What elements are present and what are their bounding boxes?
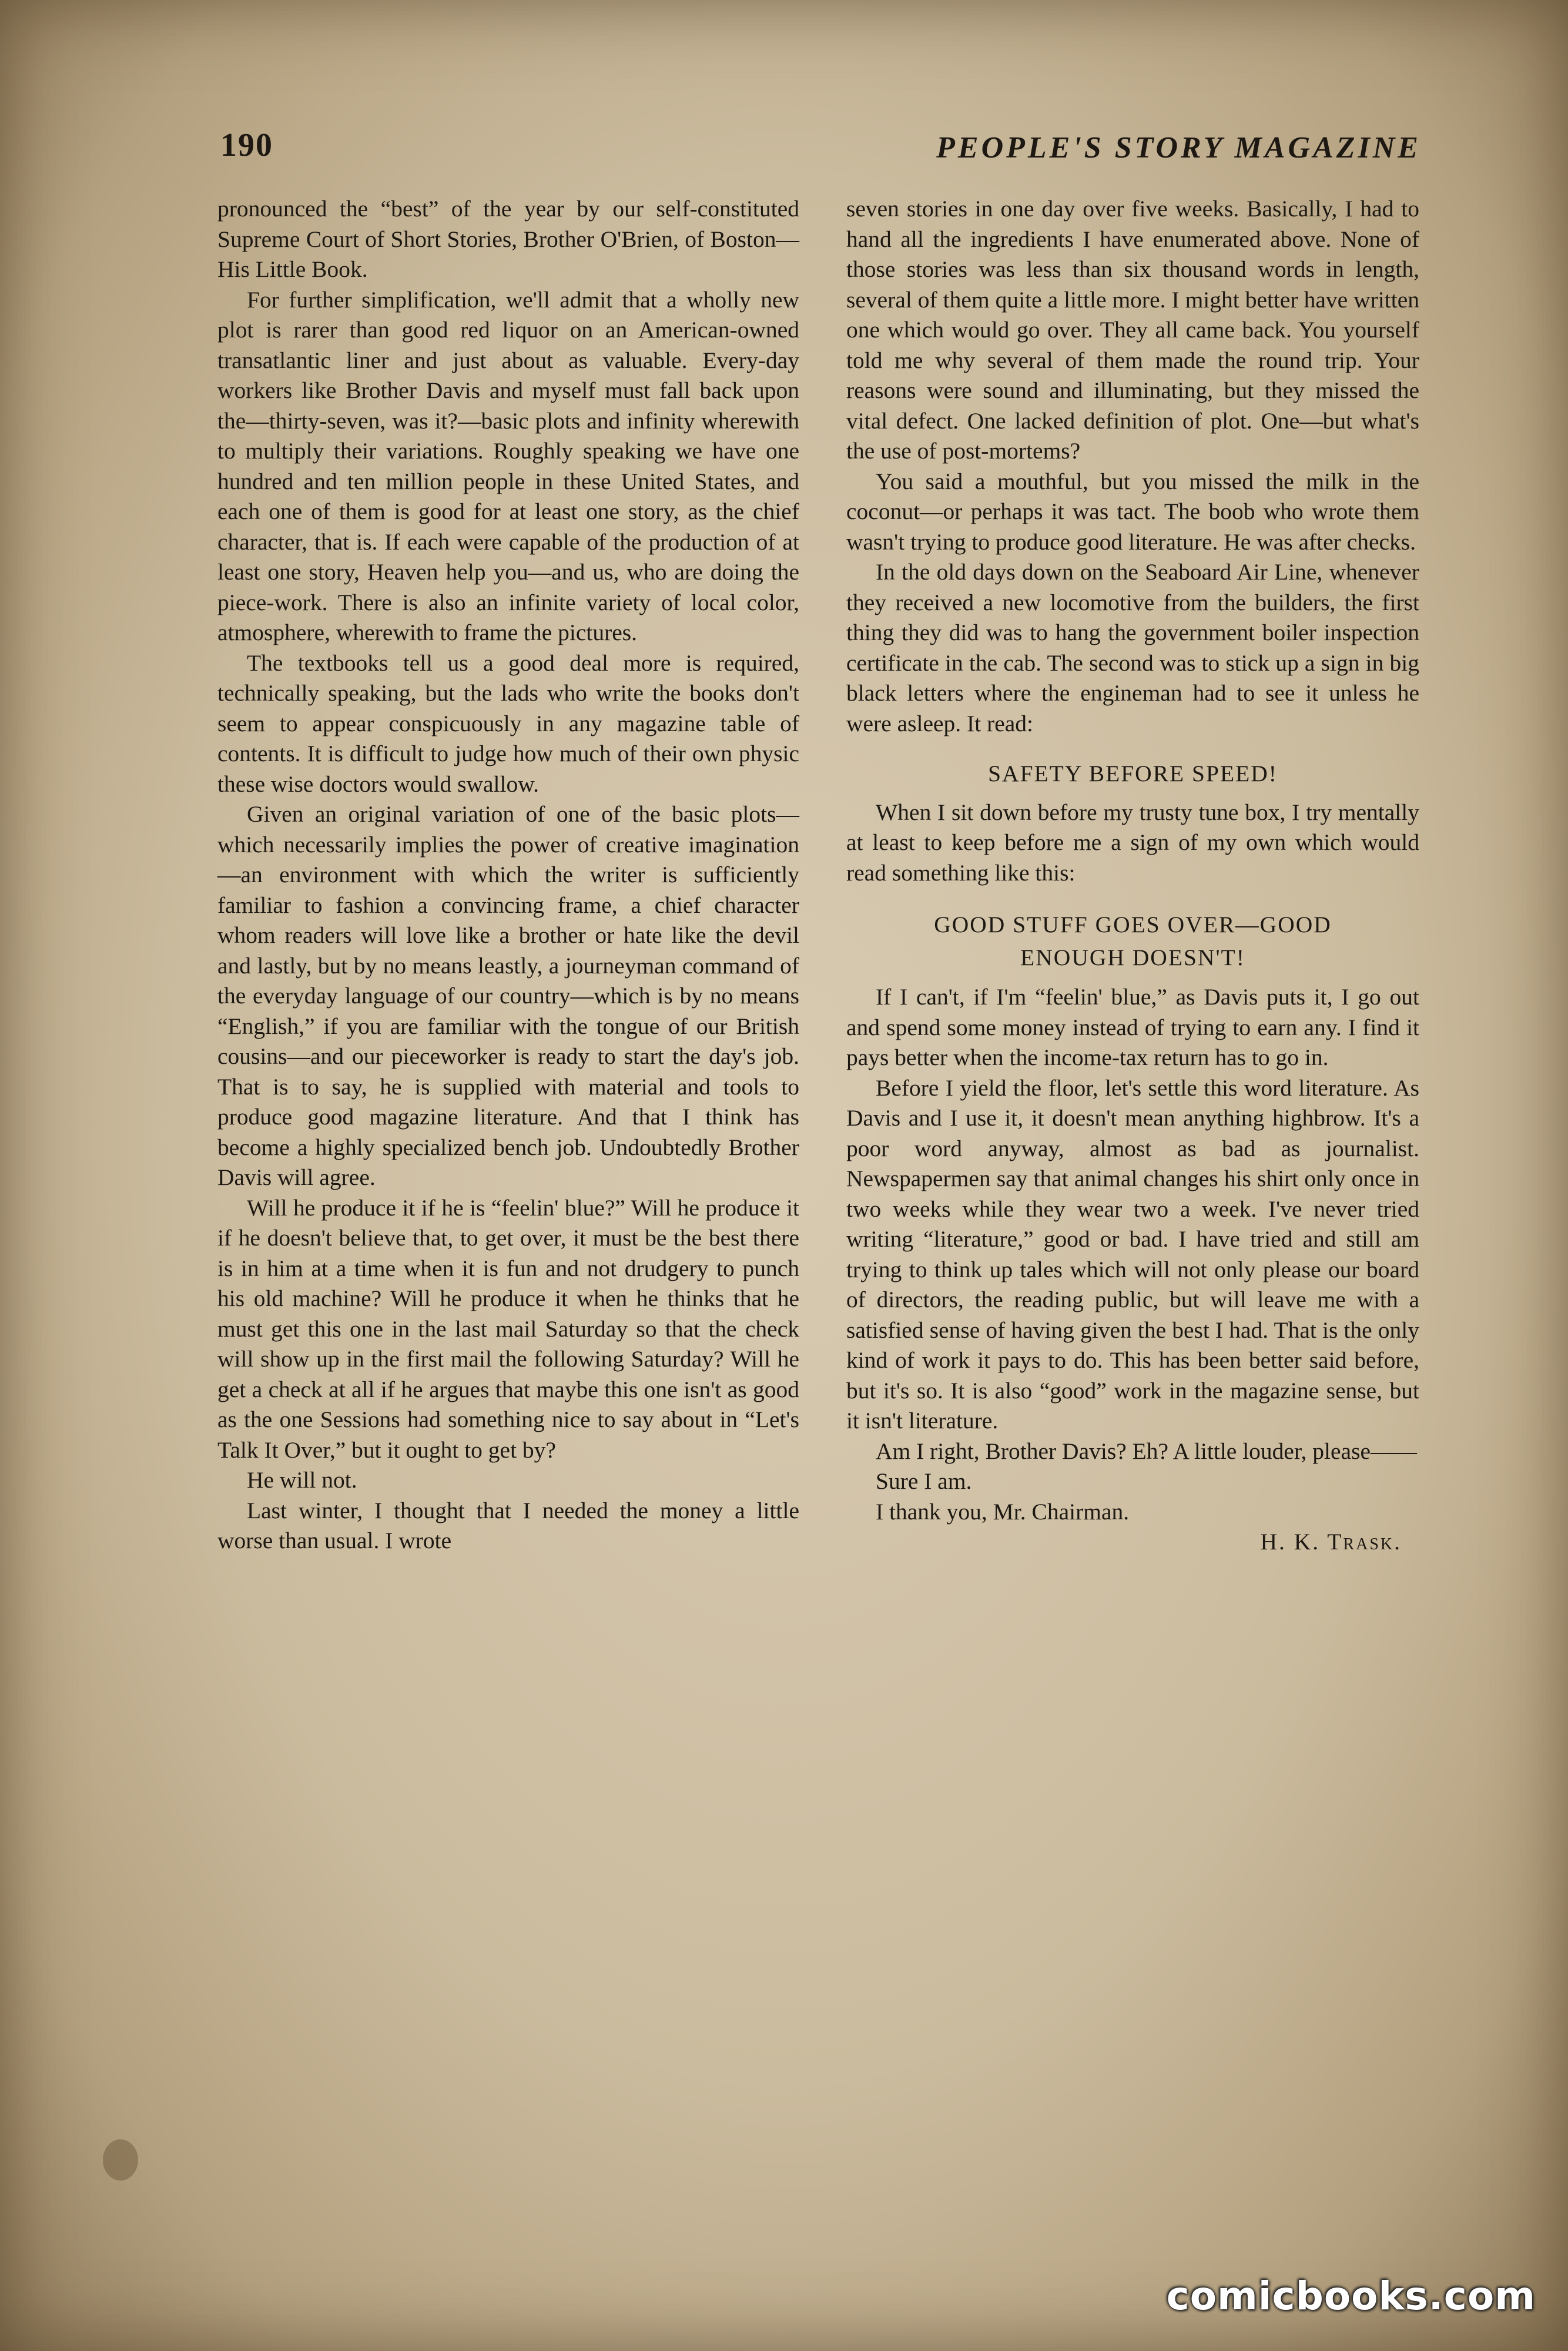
paragraph: seven stories in one day over five weeks. Basically, I had to hand all the ingredients I have enumerated above. None of those stories was less than six thousand words in length, several of them quite a little more. I might better have written one which would go over. They all came back. You yourself told me why several of them made the round trip. Your reasons were sound and illuminating, but they missed the vital defect. One lacked definition of plot. One—but what's the use of post-mortems?	[846, 196, 1419, 464]
paragraph: When I sit down before my trusty tune box, I try mentally at least to keep before me a sign of my own which would read something like this:	[846, 799, 1419, 886]
page-number: 190	[220, 127, 273, 163]
sign-heading	[846, 908, 1419, 974]
paragraph: Will he produce it if he is “feelin' blue?” Will he produce it if he doesn't believe that, to get over, it must be the best there is in him at a time when it is fun and not drudgery to punch his old machine? Will he produce it when he thinks that he must get this one in the last mail Saturday so that the check will show up in the first mail the following Saturday? Will he get a check at all if he argues that maybe this one isn't as good as the one Sessions had something nice to say about in “Let's Talk It Over,” but it ought to get by?	[217, 1194, 799, 1463]
paragraph: Sure I am.	[876, 1468, 972, 1494]
paragraph: Last winter, I thought that I needed the money a little worse than usual. I wrote	[217, 1497, 799, 1553]
paper-stain	[103, 2139, 138, 2181]
right-column	[846, 194, 1419, 1558]
paragraph: Am I right, Brother Davis? Eh? A little louder, please——	[876, 1438, 1417, 1464]
paragraph: Given an original variation of one of the basic plots—which necessarily implies the power of creative imagination—an environment with which the writer is sufficiently familiar to fashion a convincing frame, a chief character whom readers will love like a brother or hate like the devil and lastly, but by no means leastly, a journeyman command of the everyday language of our country—which is by no means “English,” if you are familiar with the tongue of our British cousins—and our pieceworker is ready to start the day's job. That is to say, he is supplied with material and tools to produce good magazine literature. And that I think has become a highly specialized bench job. Undoubtedly Brother Davis will agree.	[217, 801, 799, 1190]
paragraph: If I can't, if I'm “feelin' blue,” as Davis puts it, I go out and spend some money instead of trying to earn any. I find it pays better when the income-tax return has to go in.	[846, 984, 1419, 1070]
running-head: PEOPLE'S STORY MAGAZINE	[936, 131, 1421, 165]
paragraph: In the old days down on the Seaboard Air Line, whenever they received a new locomotive from the builders, the first thing they did was to hang the government boiler inspection certificate in the cab. The second was to stick up a sign in big black letters where the engineman had to see it unless he were asleep. It read:	[846, 559, 1419, 736]
paragraph: You said a mouthful, but you missed the milk in the coconut—or perhaps it was tact. The boob who wrote them wasn't trying to produce good literature. He was after checks.	[846, 468, 1419, 555]
paragraph: pronounced the “best” of the year by our self-constituted Supreme Court of Short Stories, Brother O'Brien, of Boston—His Little Book.	[217, 196, 799, 282]
paragraph: I thank you, Mr. Chairman.	[876, 1498, 1130, 1525]
left-column	[217, 194, 799, 1556]
paragraph: Before I yield the floor, let's settle this word literature. As Davis and I use it, it doesn't mean anything highbrow. It's a poor word anyway, almost as bad as journalist. Newspapermen say that animal changes his shirt only once in two weeks while they wear two a week. I've never tried writing “literature,” good or bad. I have tried and still am trying to think up tales which will not only please our board of directors, the reading public, but will leave me with a satisfied sense of having given the best I had. That is the only kind of work it pays to do. This has been better said before, but it's so. It is also “good” work in the magazine sense, but it isn't literature.	[846, 1074, 1419, 1434]
author-signature: H. K. Trask.	[1260, 1529, 1402, 1555]
paragraph: He will not.	[247, 1467, 357, 1493]
sign-heading-line: GOOD STUFF GOES OVER—GOOD	[934, 912, 1332, 937]
sign-heading: SAFETY BEFORE SPEED!	[988, 761, 1278, 786]
sign-heading-line: ENOUGH DOESN'T!	[1020, 945, 1245, 970]
paragraph: For further simplification, we'll admit that a wholly new plot is rarer than good red liquor on an American-owned transatlantic liner and just about as valuable. Every-day workers like Brother Davis and myself must fall back upon the—thirty-seven, was it?—basic plots and infinity wherewith to multiply their variations. Roughly speaking we have one hundred and ten million people in these United States, and each one of them is good for at least one story, as the chief character, that is. If each were capable of the production of at least one story, Heaven help you—and us, who are doing the piece-work. There is also an infinite variety of local color, atmosphere, wherewith to frame the pictures.	[217, 286, 799, 645]
paragraph: The textbooks tell us a good deal more is required, technically speaking, but the lads who write the books don't seem to appear conspicuously in any magazine table of contents. It is difficult to judge how much of their own physic these wise doctors would swallow.	[217, 649, 799, 797]
watermark: comicbooks.com	[1166, 2273, 1536, 2319]
